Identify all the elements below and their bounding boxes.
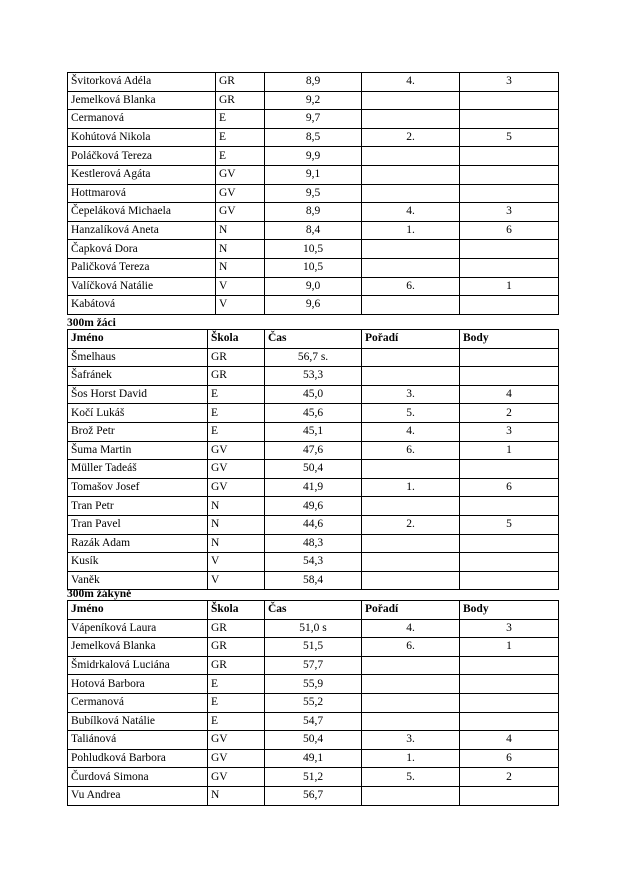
table-row [68,221,559,240]
cell-time: 8,9 [265,203,362,222]
cell-points [460,240,559,259]
header-rank: Pořadí [362,601,460,620]
cell-rank [362,296,460,315]
cell-points [460,296,559,315]
cell-school: N [216,221,265,240]
cell-name: Hottmarová [68,184,216,203]
table-row [68,656,559,675]
table-row [68,638,559,657]
cell-rank [362,553,460,572]
cell-time: 8,9 [265,73,362,92]
cell-name: Jemelková Blanka [68,91,216,110]
cell-school: V [208,553,265,572]
cell-points: 2 [460,404,559,423]
cell-school: E [208,385,265,404]
cell-time: 9,6 [265,296,362,315]
cell-rank: 6. [362,638,460,657]
cell-school: GR [216,91,265,110]
cell-rank [362,497,460,516]
cell-name: Brož Petr [68,422,208,441]
cell-points [460,348,559,367]
cell-time: 9,9 [265,147,362,166]
cell-school: V [216,296,265,315]
cell-rank: 3. [362,731,460,750]
cell-school: E [208,712,265,731]
table-row [68,91,559,110]
cell-time: 55,2 [265,693,362,712]
cell-points [460,460,559,479]
cell-time: 8,4 [265,221,362,240]
cell-points: 3 [460,73,559,92]
cell-name: Šafránek [68,367,208,386]
cell-rank [362,147,460,166]
cell-time: 49,6 [265,497,362,516]
cell-name: Šmidrkalová Luciána [68,656,208,675]
cell-rank: 6. [362,441,460,460]
cell-time: 51,2 [265,768,362,787]
cell-rank [362,240,460,259]
cell-rank [362,348,460,367]
cell-points: 1 [460,277,559,296]
cell-name: Vu Andrea [68,786,208,805]
table-row [68,478,559,497]
cell-name: Šuma Martin [68,441,208,460]
cell-rank [362,571,460,590]
cell-time: 55,9 [265,675,362,694]
cell-name: Cermanová [68,110,216,129]
cell-school: N [208,534,265,553]
cell-time: 10,5 [265,258,362,277]
table-row [68,367,559,386]
cell-rank: 1. [362,478,460,497]
cell-name: Kohútová Nikola [68,128,216,147]
cell-rank [362,712,460,731]
cell-school: E [216,110,265,129]
header-points: Body [460,601,559,620]
cell-school: N [208,497,265,516]
cell-points [460,571,559,590]
cell-school: GR [208,638,265,657]
cell-name: Poláčková Tereza [68,147,216,166]
cell-points [460,165,559,184]
cell-school: GR [216,73,265,92]
cell-school: GR [208,656,265,675]
cell-rank [362,460,460,479]
results-table-300m-boys [67,329,559,590]
cell-rank: 2. [362,128,460,147]
table-row [68,693,559,712]
cell-name: Hotová Barbora [68,675,208,694]
header-name: Jméno [68,601,208,620]
cell-school: E [216,128,265,147]
cell-points [460,91,559,110]
cell-time: 51,5 [265,638,362,657]
table-row [68,128,559,147]
table-row [68,675,559,694]
cell-time: 44,6 [265,515,362,534]
cell-name: Pohludková Barbora [68,749,208,768]
table-row [68,203,559,222]
table-row [68,571,559,590]
cell-time: 45,6 [265,404,362,423]
table-row [68,515,559,534]
cell-name: Razák Adam [68,534,208,553]
cell-time: 9,5 [265,184,362,203]
cell-time: 54,7 [265,712,362,731]
cell-time: 8,5 [265,128,362,147]
cell-rank [362,165,460,184]
cell-rank [362,110,460,129]
section-title-300m-girls: 300m žákyně [67,588,132,600]
table-row [68,277,559,296]
cell-points [460,110,559,129]
table-header-row [68,601,559,620]
cell-rank [362,258,460,277]
cell-school: GV [208,749,265,768]
cell-school: V [208,571,265,590]
cell-name: Tran Pavel [68,515,208,534]
table-row [68,441,559,460]
cell-points [460,147,559,166]
cell-points [460,693,559,712]
cell-rank [362,184,460,203]
cell-points: 1 [460,441,559,460]
cell-points: 3 [460,422,559,441]
cell-rank [362,367,460,386]
cell-time: 9,7 [265,110,362,129]
table-row [68,712,559,731]
cell-rank: 4. [362,73,460,92]
header-name: Jméno [68,330,208,349]
cell-school: GR [208,619,265,638]
cell-name: Taliánová [68,731,208,750]
cell-name: Kestlerová Agáta [68,165,216,184]
cell-name: Švitorková Adéla [68,73,216,92]
cell-name: Tran Petr [68,497,208,516]
cell-time: 45,0 [265,385,362,404]
table-row [68,240,559,259]
table-row [68,385,559,404]
results-table-300m-girls [67,600,559,806]
cell-time: 50,4 [265,460,362,479]
table-row [68,110,559,129]
section-title-300m-boys: 300m žáci [67,317,116,329]
table-row [68,147,559,166]
header-school: Škola [208,601,265,620]
cell-points: 3 [460,619,559,638]
cell-school: E [208,693,265,712]
cell-name: Cermanová [68,693,208,712]
cell-name: Müller Tadeáš [68,460,208,479]
cell-points [460,712,559,731]
cell-school: E [208,404,265,423]
cell-time: 58,4 [265,571,362,590]
cell-school: V [216,277,265,296]
cell-points [460,786,559,805]
cell-points: 6 [460,749,559,768]
cell-rank: 4. [362,422,460,441]
table-header-row [68,330,559,349]
cell-time: 49,1 [265,749,362,768]
cell-name: Čurdová Simona [68,768,208,787]
cell-name: Bubílková Natálie [68,712,208,731]
cell-school: GV [216,165,265,184]
cell-name: Vaněk [68,571,208,590]
cell-rank [362,786,460,805]
table-row [68,534,559,553]
cell-points [460,258,559,277]
cell-points: 5 [460,128,559,147]
header-rank: Pořadí [362,330,460,349]
cell-points: 3 [460,203,559,222]
cell-time: 56,7 s. [265,348,362,367]
cell-school: E [216,147,265,166]
table-row [68,404,559,423]
cell-rank [362,693,460,712]
cell-school: N [216,258,265,277]
cell-school: GV [208,441,265,460]
table-row [68,422,559,441]
cell-points: 6 [460,221,559,240]
cell-school: GV [208,768,265,787]
cell-points [460,534,559,553]
cell-name: Kusík [68,553,208,572]
cell-school: E [208,675,265,694]
table-row [68,460,559,479]
table-row [68,296,559,315]
header-time: Čas [265,601,362,620]
cell-school: GV [216,184,265,203]
cell-points [460,184,559,203]
cell-time: 41,9 [265,478,362,497]
cell-school: GR [208,367,265,386]
table-row [68,497,559,516]
cell-time: 10,5 [265,240,362,259]
cell-time: 53,3 [265,367,362,386]
cell-name: Kabátová [68,296,216,315]
table-row [68,749,559,768]
cell-school: GR [208,348,265,367]
cell-name: Valíčková Natálie [68,277,216,296]
cell-rank: 5. [362,404,460,423]
cell-points [460,367,559,386]
cell-points: 2 [460,768,559,787]
table-row [68,165,559,184]
cell-name: Paličková Tereza [68,258,216,277]
cell-time: 45,1 [265,422,362,441]
cell-rank: 3. [362,385,460,404]
cell-name: Jemelková Blanka [68,638,208,657]
cell-school: E [208,422,265,441]
header-time: Čas [265,330,362,349]
table-row [68,553,559,572]
table-row [68,786,559,805]
cell-rank: 4. [362,203,460,222]
cell-school: N [216,240,265,259]
cell-time: 48,3 [265,534,362,553]
cell-rank: 4. [362,619,460,638]
cell-points: 5 [460,515,559,534]
cell-points [460,656,559,675]
cell-time: 57,7 [265,656,362,675]
cell-points: 6 [460,478,559,497]
cell-time: 9,1 [265,165,362,184]
table-row [68,348,559,367]
cell-name: Čapková Dora [68,240,216,259]
cell-points [460,497,559,516]
cell-rank: 5. [362,768,460,787]
cell-points: 4 [460,385,559,404]
cell-points [460,553,559,572]
cell-name: Čepeláková Michaela [68,203,216,222]
cell-time: 50,4 [265,731,362,750]
cell-time: 9,2 [265,91,362,110]
table-row [68,768,559,787]
cell-rank [362,91,460,110]
cell-time: 51,0 s [265,619,362,638]
cell-rank: 2. [362,515,460,534]
cell-rank: 6. [362,277,460,296]
cell-name: Tomašov Josef [68,478,208,497]
table-row [68,73,559,92]
cell-school: GV [208,731,265,750]
cell-name: Šos Horst David [68,385,208,404]
cell-points [460,675,559,694]
header-points: Body [460,330,559,349]
cell-points: 1 [460,638,559,657]
cell-time: 9,0 [265,277,362,296]
cell-school: GV [216,203,265,222]
table-row [68,258,559,277]
cell-points: 4 [460,731,559,750]
cell-rank [362,675,460,694]
cell-name: Kočí Lukáš [68,404,208,423]
cell-school: N [208,786,265,805]
cell-name: Šmelhaus [68,348,208,367]
results-table-continued [67,72,559,315]
cell-time: 47,6 [265,441,362,460]
cell-rank: 1. [362,221,460,240]
header-school: Škola [208,330,265,349]
cell-rank [362,656,460,675]
cell-school: GV [208,460,265,479]
table-row [68,184,559,203]
cell-time: 54,3 [265,553,362,572]
cell-school: N [208,515,265,534]
cell-rank: 1. [362,749,460,768]
cell-rank [362,534,460,553]
cell-name: Vápeníková Laura [68,619,208,638]
cell-name: Hanzalíková Aneta [68,221,216,240]
table-row [68,731,559,750]
cell-time: 56,7 [265,786,362,805]
cell-school: GV [208,478,265,497]
table-row [68,619,559,638]
